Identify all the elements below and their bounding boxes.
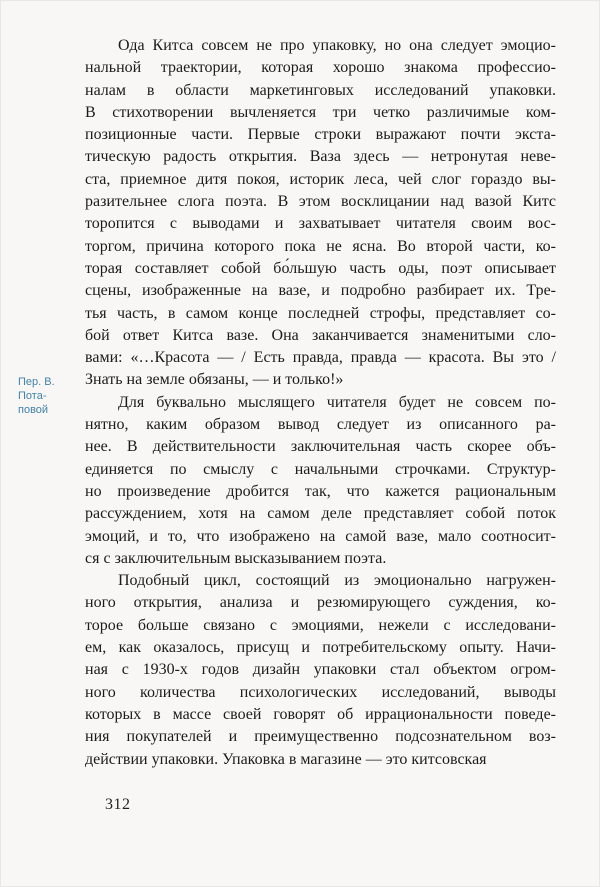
margin-note — [18, 375, 82, 417]
text-line: торое больше связано с эмоциями, нежели с исследовани- — [85, 616, 556, 634]
text-line: торая составляет собой бо́льшую часть оды, поэт описывает — [85, 259, 556, 277]
text-line: торгом, причина которого пока не ясна. Во второй части, ко- — [85, 237, 556, 255]
text-line: действии упаковки. Упаковка в магазине — это китсовская — [85, 750, 487, 768]
page-number: 312 — [105, 796, 131, 813]
text-line: ния покупателей и преимущественно подсознательном воз- — [85, 728, 556, 746]
text-line: налам в области маркетинговых исследований упаковки. — [85, 81, 556, 99]
text-line: ного количества психологических исследований, выводы — [85, 683, 556, 701]
text-line: торопится с выводами и захватывает читателя своим вос- — [85, 215, 556, 233]
text-line: ем, как оказалось, присущ и потребительскому опыту. Начи- — [85, 639, 556, 657]
text-line: Подобный цикл, состоящий из эмоционально нагружен- — [118, 572, 556, 590]
text-line: В стихотворении вычленяется три четко различимые ком- — [85, 103, 556, 121]
text-line: вами: «…Красота — / Есть правда, правда — красота. Вы это / — [85, 349, 556, 367]
paragraph — [85, 35, 556, 392]
paragraph — [85, 570, 556, 771]
text-line: Ода Китса совсем не про упаковку, но она следует эмоцио- — [118, 37, 556, 54]
text-line: позиционные части. Первые строки выражают почти экста- — [85, 126, 556, 144]
text-line: ного открытия, анализа и резюмирующего суждения, ко- — [85, 594, 556, 612]
body-text — [85, 35, 556, 771]
text-line: ся с заключительным высказыванием поэта. — [85, 549, 387, 567]
paragraph — [85, 392, 556, 570]
text-line: тическую радость открытия. Ваза здесь — нетронутая неве- — [85, 148, 556, 166]
text-line: разительнее слога поэта. В этом восклицании над вазой Китс — [85, 193, 556, 211]
margin-note-line: повой — [18, 404, 49, 416]
text-line: тья часть, в самом конце последней строфы, представляет со- — [85, 304, 556, 322]
text-line: эмоций, и то, что изображено на самой вазе, мало соотносит- — [85, 527, 556, 545]
text-line: нее. В действительности заключительная часть скорее объ- — [85, 438, 556, 456]
text-line: ста, приемное дитя покоя, историк леса, чей слог гораздо вы- — [85, 170, 556, 188]
text-line: Знать на земле обязаны, — и только!» — [85, 371, 344, 389]
text-line: бой ответ Китса вазе. Она заканчивается знаменитыми сло- — [85, 326, 556, 344]
margin-note-line: Пер. В. Пота- — [18, 376, 55, 402]
text-line: рассуждением, хотя на самом деле представляет собой поток — [85, 505, 556, 523]
text-line: которых в массе своей говорят об иррациональности поведе- — [85, 705, 556, 723]
text-line: Для буквально мыслящего читателя будет не совсем по- — [118, 393, 556, 411]
text-line: ная с 1930-х годов дизайн упаковки стал объектом огром- — [85, 661, 556, 679]
text-line: но произведение дробится так, что кажется рациональным — [85, 482, 556, 500]
text-line: нальной траектории, которая хорошо знакома профессио- — [85, 59, 556, 77]
text-line: единяется по смыслу с начальными строчками. Структур- — [85, 460, 556, 478]
text-line: нятно, каким образом вывод следует из описанного ра- — [85, 416, 556, 434]
text-line: сцены, изображенные на вазе, и подробно разбирает их. Тре- — [85, 282, 556, 300]
